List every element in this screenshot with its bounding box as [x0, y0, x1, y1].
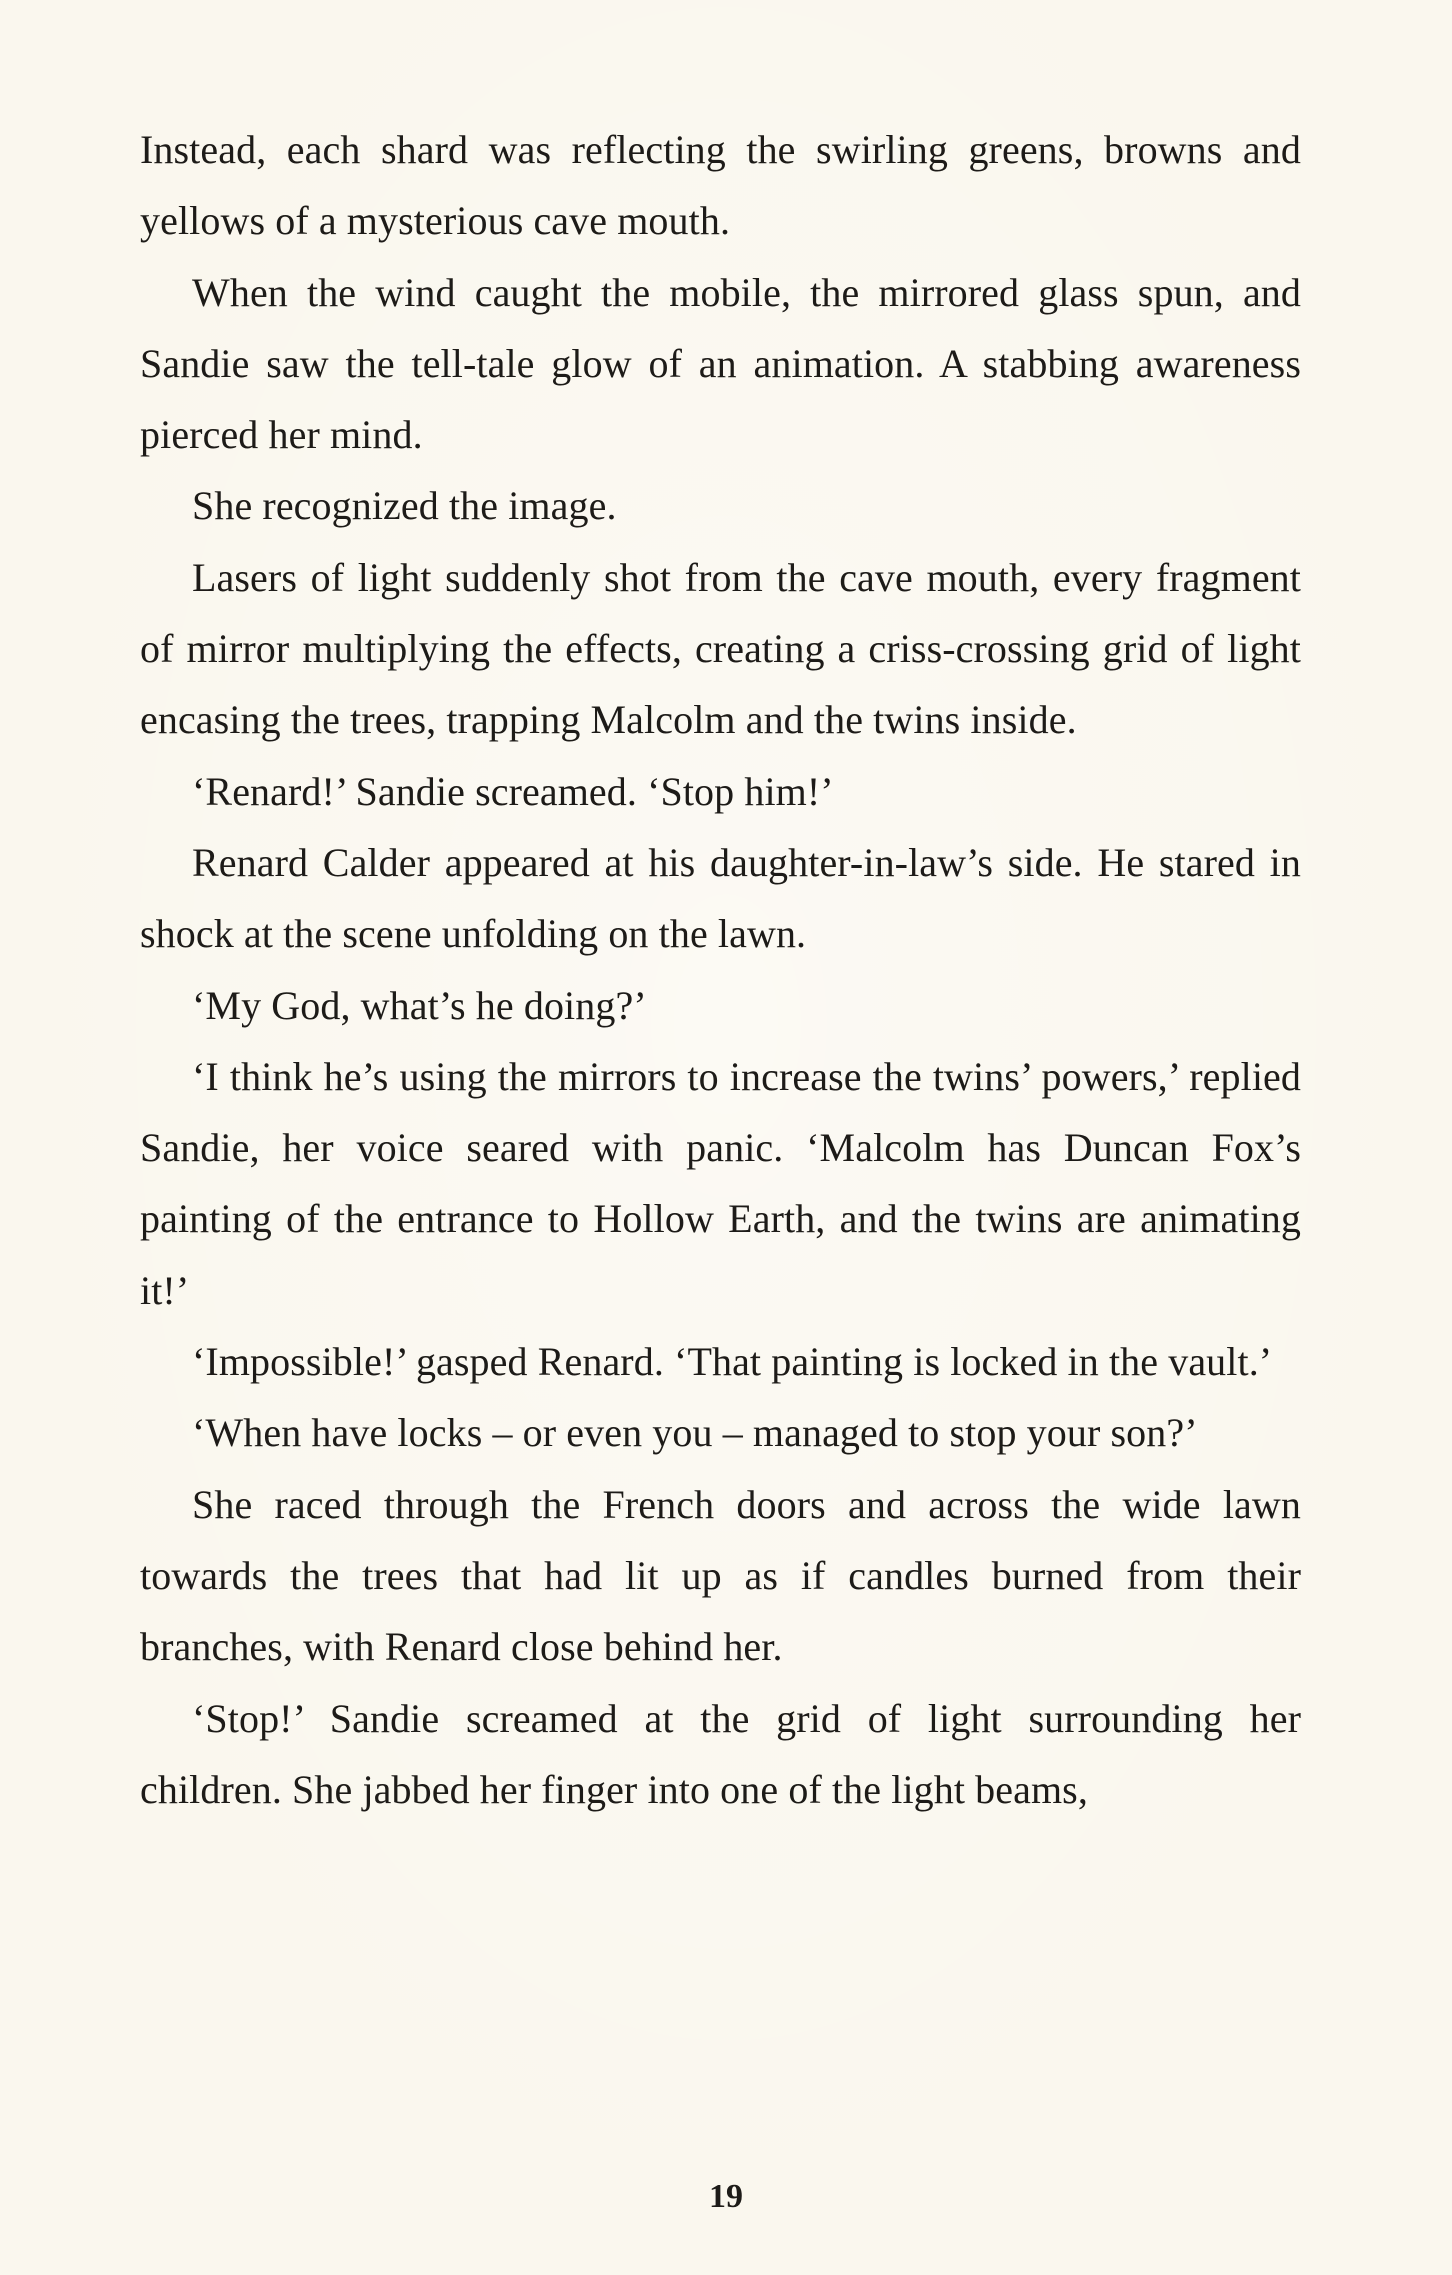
paragraph: ‘Renard!’ Sandie screamed. ‘Stop him!’ [192, 768, 834, 814]
paragraph: ‘When have locks – or even you – managed to stop your son?’ [192, 1410, 1198, 1456]
paragraph: She recognized the image. [192, 483, 617, 529]
page-number: 19 [709, 2178, 743, 2215]
paragraph: ‘My God, what’s he doing?’ [192, 982, 647, 1028]
paragraph: ‘I think he’s using the mirrors to increase the twins’ powers,’ replied Sandie, her voice seared with panic. ‘Malcolm has Duncan Fox’s painting of the entrance to Hollow Earth, and the twins are animating it!’ [140, 1053, 1301, 1313]
paragraph: She raced through the French doors and across the wide lawn towards the trees that had lit up as if candles burned from their branches, with Renard close behind her. [140, 1481, 1301, 1670]
body-text [140, 114, 1301, 1825]
paragraph: When the wind caught the mobile, the mirrored glass spun, and Sandie saw the tell-tale glow of an animation. A stabbing awareness pierced her mind. [140, 269, 1301, 458]
paragraph: ‘Stop!’ Sandie screamed at the grid of light surrounding her children. She jabbed her finger into one of the light beams, [140, 1695, 1301, 1812]
paragraph: Instead, each shard was reflecting the swirling greens, browns and yellows of a mysterious cave mouth. [140, 127, 1301, 244]
paragraph: ‘Impossible!’ gasped Renard. ‘That painting is locked in the vault.’ [192, 1339, 1273, 1385]
paragraph: Renard Calder appeared at his daughter-in-law’s side. He stared in shock at the scene unfolding on the lawn. [140, 839, 1301, 957]
paragraph: Lasers of light suddenly shot from the cave mouth, every fragment of mirror multiplying the effects, creating a criss-crossing grid of light encasing the trees, trapping Malcolm and the twins inside. [140, 554, 1301, 743]
